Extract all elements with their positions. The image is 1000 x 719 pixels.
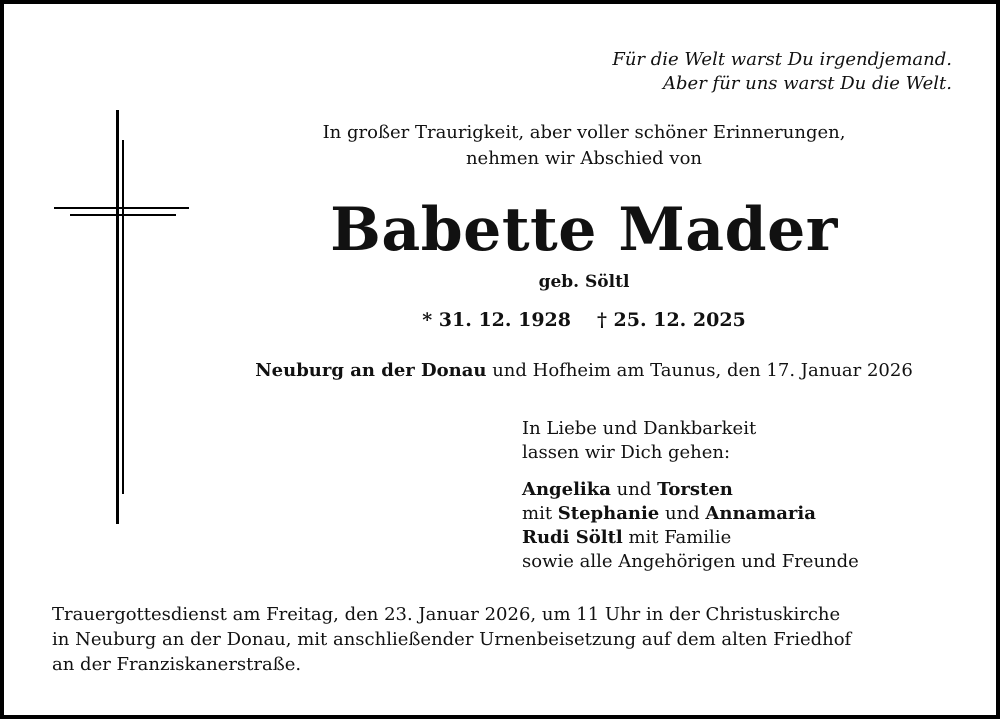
life-dates: [204, 306, 964, 334]
connector-text: und: [610, 479, 658, 500]
mourner-name: Stephanie: [557, 503, 660, 524]
farewell-line-2: lassen wir Dich gehen:: [522, 442, 731, 463]
mourners-list: [522, 478, 859, 574]
motto-line-1: Für die Welt warst Du irgendjemand.: [612, 49, 952, 70]
mourner-row: [522, 502, 859, 526]
mourner-row: sowie alle Angehörigen und Freunde: [522, 551, 859, 572]
death-date: † 25. 12. 2025: [597, 309, 746, 331]
service-line-2: in Neuburg an der Donau, mit anschließender Urnenbeisetzung auf dem alten Friedhof: [52, 629, 852, 650]
service-line-3: an der Franziskanerstraße.: [52, 654, 302, 675]
motto-line-2: Aber für uns warst Du die Welt.: [663, 73, 952, 94]
place-and-date: [204, 358, 964, 384]
intro-line-2: nehmen wir Abschied von: [465, 148, 703, 169]
mourner-name: Torsten: [657, 479, 733, 500]
farewell-text: [522, 417, 756, 465]
maiden-name: geb. Söltl: [538, 272, 630, 292]
intro-line-1: In großer Traurigkeit, aber voller schöner Erinnerungen,: [322, 122, 846, 143]
mourner-row: [522, 478, 859, 502]
place-name: Neuburg an der Donau: [255, 360, 487, 381]
farewell-line-1: In Liebe und Dankbarkeit: [522, 418, 757, 439]
service-line-1: Trauergottesdienst am Freitag, den 23. Januar 2026, um 11 Uhr in der Christuskirche: [52, 604, 841, 625]
connector-text: mit: [522, 503, 558, 524]
connector-text: und: [659, 503, 706, 524]
connector-text: mit Familie: [622, 527, 732, 548]
mourner-name: Rudi Söltl: [522, 527, 623, 548]
motto: [564, 48, 952, 96]
service-info: [52, 602, 851, 677]
place-date-rest: und Hofheim am Taunus, den 17. Januar 2026: [486, 360, 913, 381]
mourner-row: [522, 526, 859, 550]
birth-date: * 31. 12. 1928: [422, 309, 571, 331]
intro-text: [204, 120, 964, 172]
deceased-name: Babette Mader: [330, 195, 838, 265]
mourner-name: Annamaria: [705, 503, 816, 524]
mourner-name: Angelika: [522, 479, 611, 500]
